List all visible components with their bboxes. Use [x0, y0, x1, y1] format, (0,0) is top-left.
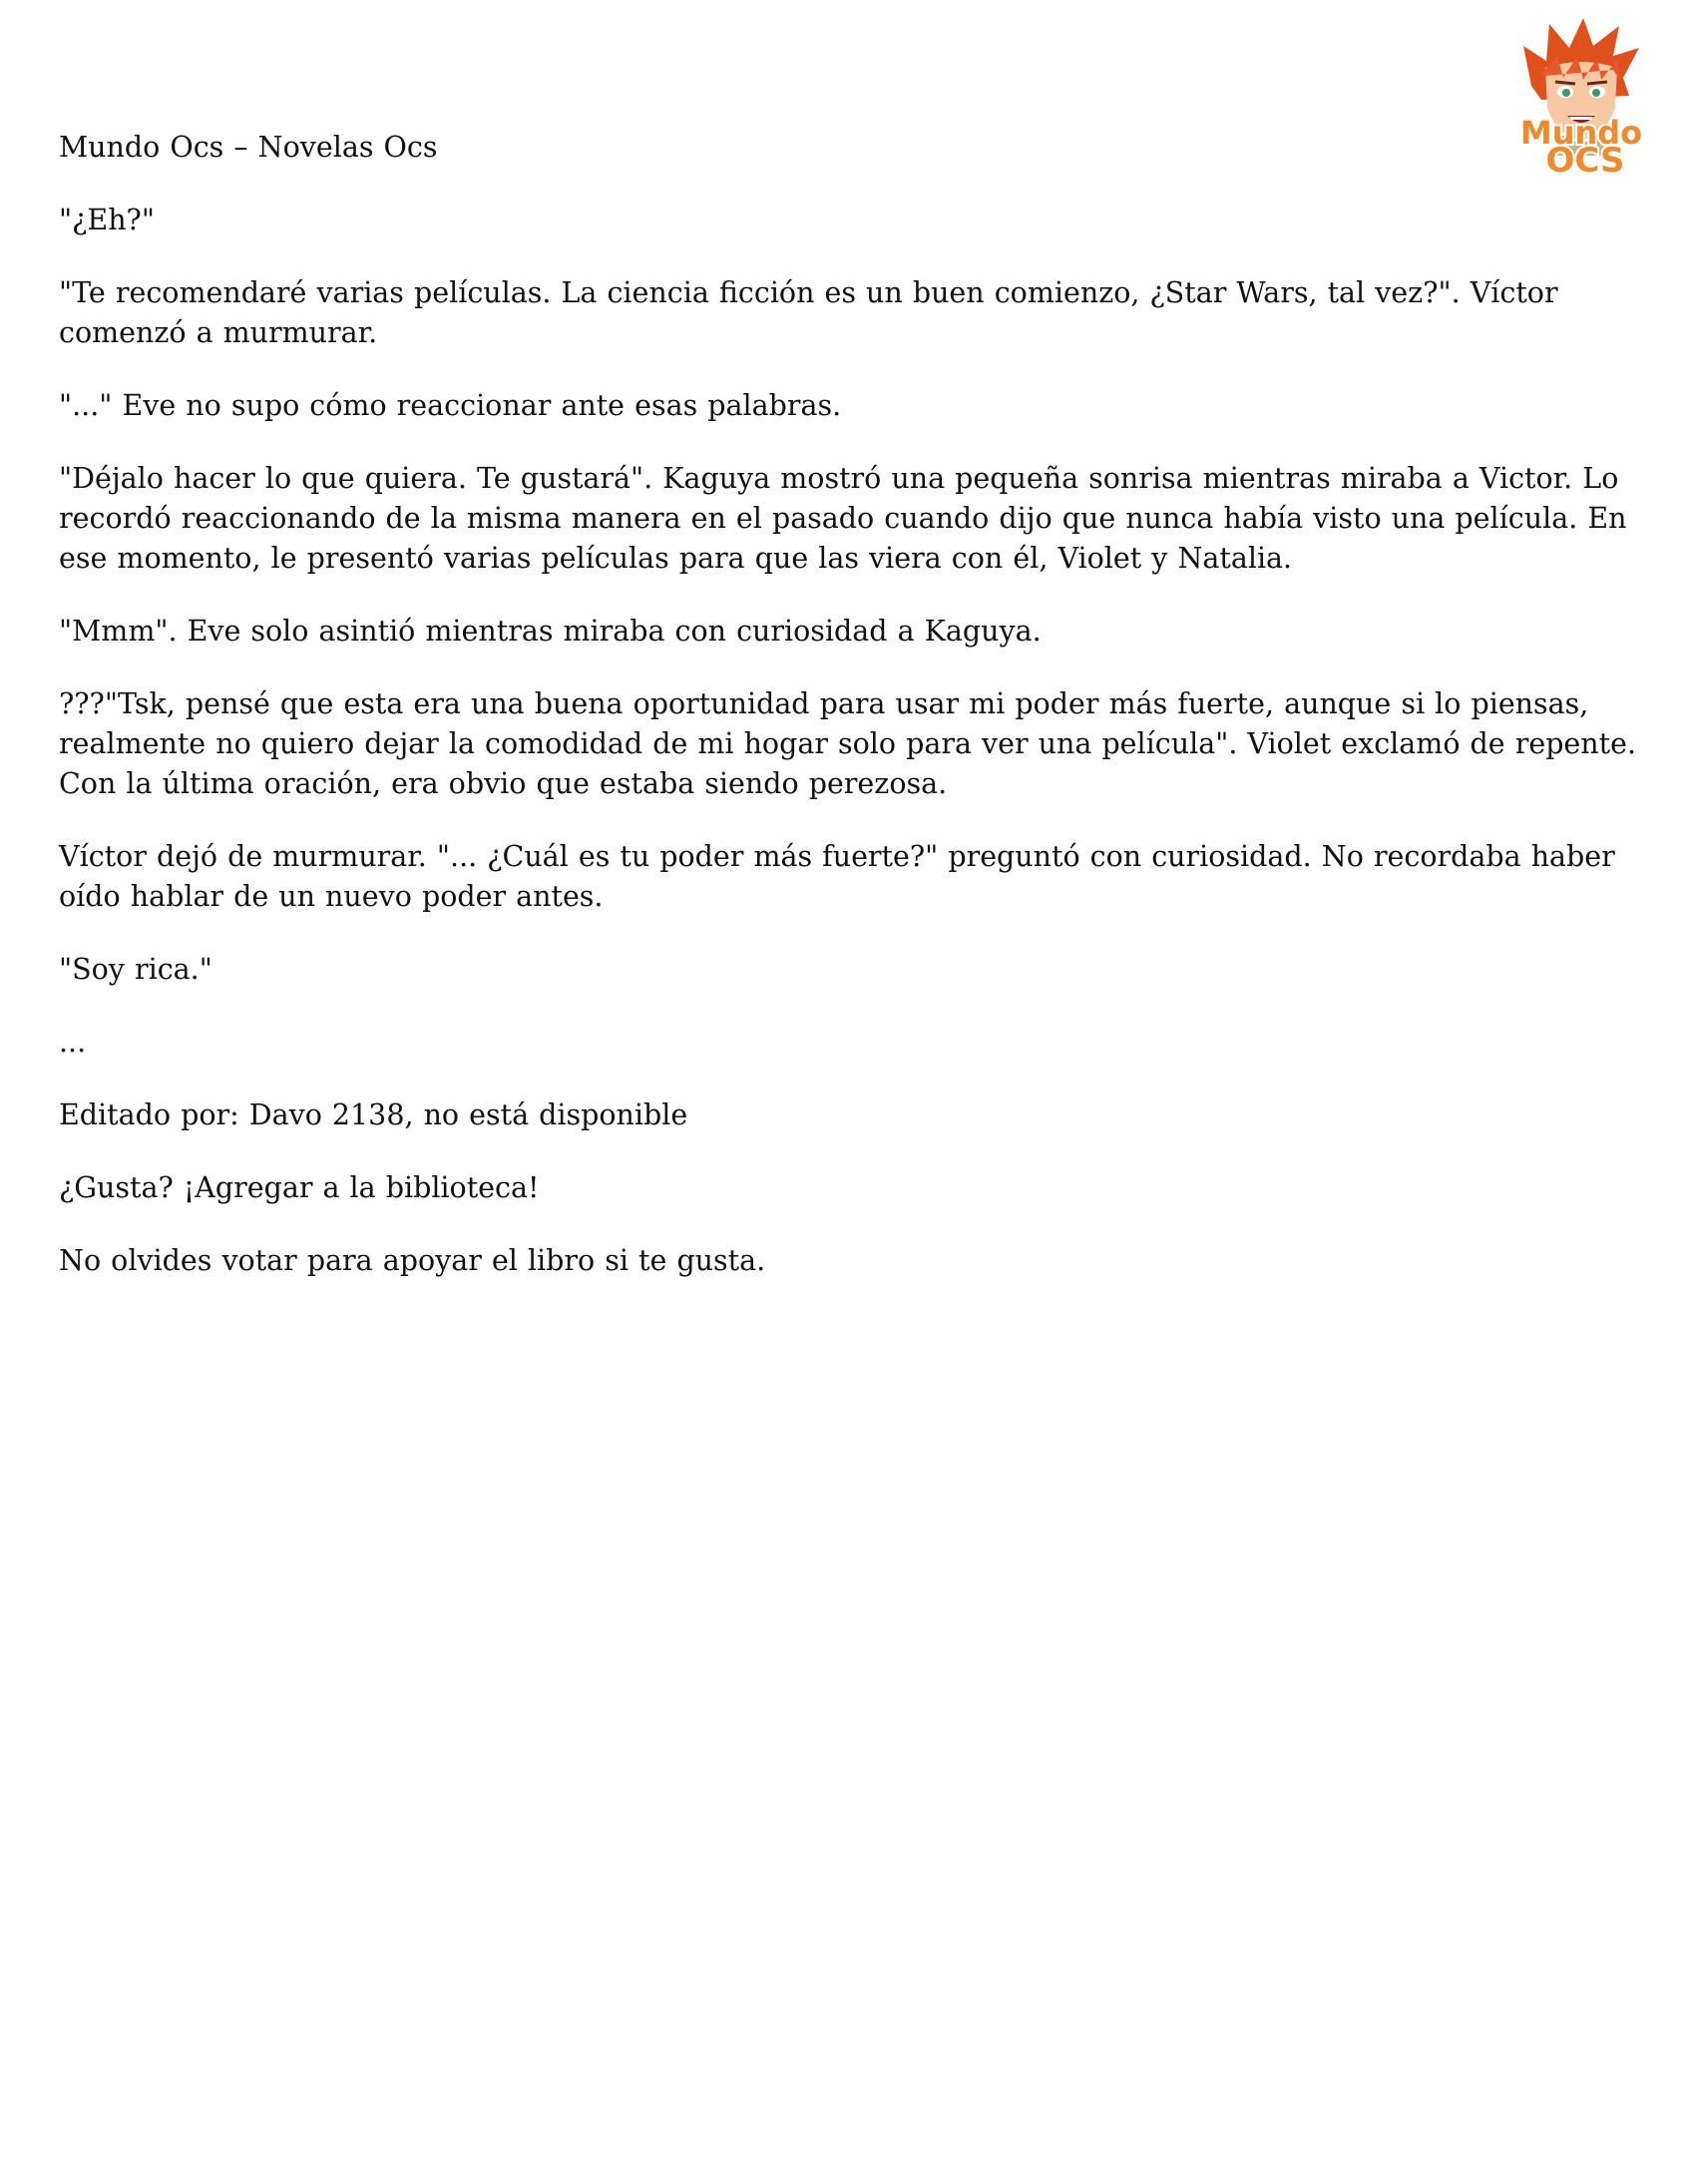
logo-pupil-right	[1592, 89, 1600, 97]
logo-text-line1: Mundo	[1519, 114, 1643, 152]
logo-brow-left	[1555, 82, 1575, 84]
library-prompt: ¿Gusta? ¡Agregar a la biblioteca!	[59, 1171, 540, 1204]
paragraph: Víctor dejó de murmurar. "... ¿Cuál es tu poder más fuerte?" preguntó con curiosidad. No recordaba haber oído hablar de un nuevo poder antes.	[59, 840, 1615, 913]
document-body	[59, 128, 1640, 1314]
paragraph: "Déjalo hacer lo que quiera. Te gustará". Kaguya mostró una pequeña sonrisa mientras miraba a Victor. Lo recordó reaccionando de la misma manera en el pasado cuando dijo que nunca había visto una película. En ese momento, le presentó varias películas para que las viera con él, Violet y Natalia.	[59, 462, 1627, 575]
logo-pupil-left	[1562, 89, 1570, 97]
site-title: Mundo Ocs – Novelas Ocs	[59, 131, 438, 164]
paragraph: "Te recomendaré varias películas. La ciencia ficción es un buen comienzo, ¿Star Wars, tal vez?". Víctor comenzó a murmurar.	[59, 276, 1558, 349]
editor-credit: Editado por: Davo 2138, no está disponible	[59, 1098, 688, 1131]
paragraph: ...	[59, 1026, 87, 1059]
logo-text-line2: OCS	[1545, 141, 1625, 176]
logo-brow-right	[1587, 82, 1607, 84]
vote-prompt: No olvides votar para apoyar el libro si te gusta.	[59, 1244, 766, 1277]
paragraph: ???"Tsk, pensé que esta era una buena oportunidad para usar mi poder más fuerte, aunque si lo piensas, realmente no quiero dejar la comodidad de mi hogar solo para ver una película". Violet exclamó de repente. Con la última oración, era obvio que estaba siendo perezosa.	[59, 687, 1637, 800]
paragraph: "Soy rica."	[59, 953, 212, 986]
paragraph: "Mmm". Eve solo asintió mientras miraba con curiosidad a Kaguya.	[59, 615, 1042, 648]
paragraph: "..." Eve no supo cómo reaccionar ante esas palabras.	[59, 389, 842, 422]
paragraph: "¿Eh?"	[59, 204, 155, 236]
